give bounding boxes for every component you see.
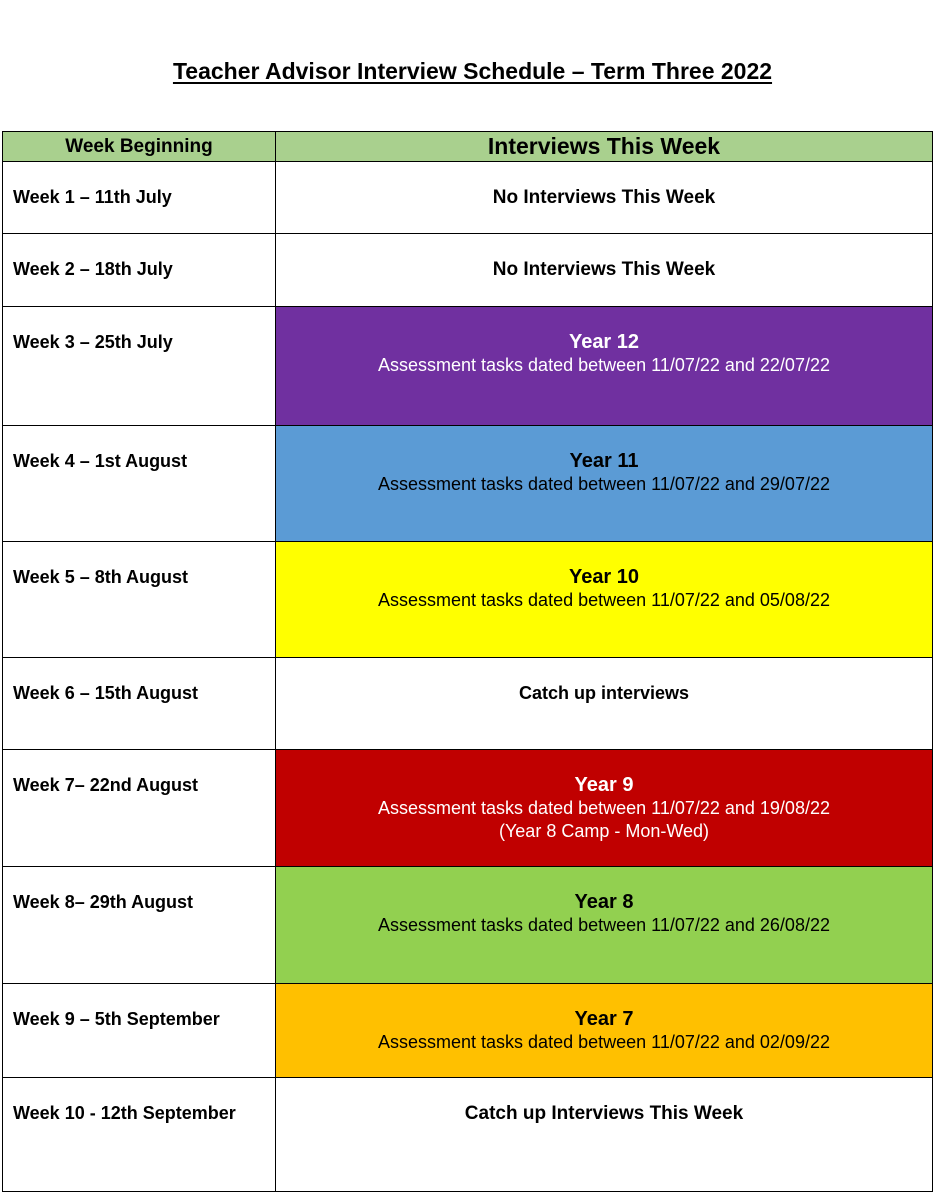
interviews-cell [276,867,933,984]
interviews-cell [276,162,933,234]
year-group-heading: Year 11 [569,450,639,472]
header-week-beginning: Week Beginning [3,132,276,162]
table-row [3,234,933,307]
interviews-cell [276,658,933,750]
assessment-dates-text: Assessment tasks dated between 11/07/22 and 26/08/22 [378,915,830,935]
interviews-cell [276,1078,933,1192]
table-header-row [3,132,933,162]
interviews-heading: No Interviews This Week [492,259,716,280]
table-row [3,658,933,750]
table-row [3,984,933,1078]
table-row [3,1078,933,1192]
interviews-heading: Catch up Interviews This Week [464,1103,744,1124]
interviews-cell [276,750,933,867]
table-row [3,750,933,867]
interviews-cell [276,307,933,426]
year-group-heading: Year 7 [574,1008,634,1030]
week-cell: Week 5 – 8th August [3,542,276,658]
interviews-heading: Catch up interviews [518,683,690,703]
week-cell: Week 3 – 25th July [3,307,276,426]
week-cell: Week 2 – 18th July [3,234,276,307]
table-row [3,426,933,542]
week-cell: Week 4 – 1st August [3,426,276,542]
header-interviews-this-week: Interviews This Week [276,132,933,162]
year-group-heading: Year 10 [568,566,640,588]
week-cell: Week 9 – 5th September [3,984,276,1078]
year-group-heading: Year 9 [574,774,634,796]
interviews-cell [276,542,933,658]
interviews-cell [276,234,933,307]
assessment-dates-text: Assessment tasks dated between 11/07/22 and 05/08/22 [378,590,830,610]
year-group-heading: Year 8 [574,891,634,913]
schedule-table [2,131,933,1192]
assessment-dates-text: Assessment tasks dated between 11/07/22 and 22/07/22 [378,355,830,375]
year-group-heading: Year 12 [568,331,640,353]
interviews-cell [276,984,933,1078]
page-title: Teacher Advisor Interview Schedule – Term Three 2022 [172,58,773,84]
assessment-dates-text: Assessment tasks dated between 11/07/22 and 19/08/22 [378,798,830,818]
week-cell: Week 8– 29th August [3,867,276,984]
table-row [3,307,933,426]
camp-note-text: (Year 8 Camp - Mon-Wed) [498,821,710,841]
table-row [3,867,933,984]
assessment-dates-text: Assessment tasks dated between 11/07/22 and 29/07/22 [378,474,830,494]
week-cell: Week 1 – 11th July [3,162,276,234]
week-cell: Week 10 - 12th September [3,1078,276,1192]
table-row [3,162,933,234]
week-cell: Week 6 – 15th August [3,658,276,750]
interviews-cell [276,426,933,542]
week-cell: Week 7– 22nd August [3,750,276,867]
table-row [3,542,933,658]
assessment-dates-text: Assessment tasks dated between 11/07/22 and 02/09/22 [378,1032,830,1052]
interviews-heading: No Interviews This Week [492,187,716,208]
